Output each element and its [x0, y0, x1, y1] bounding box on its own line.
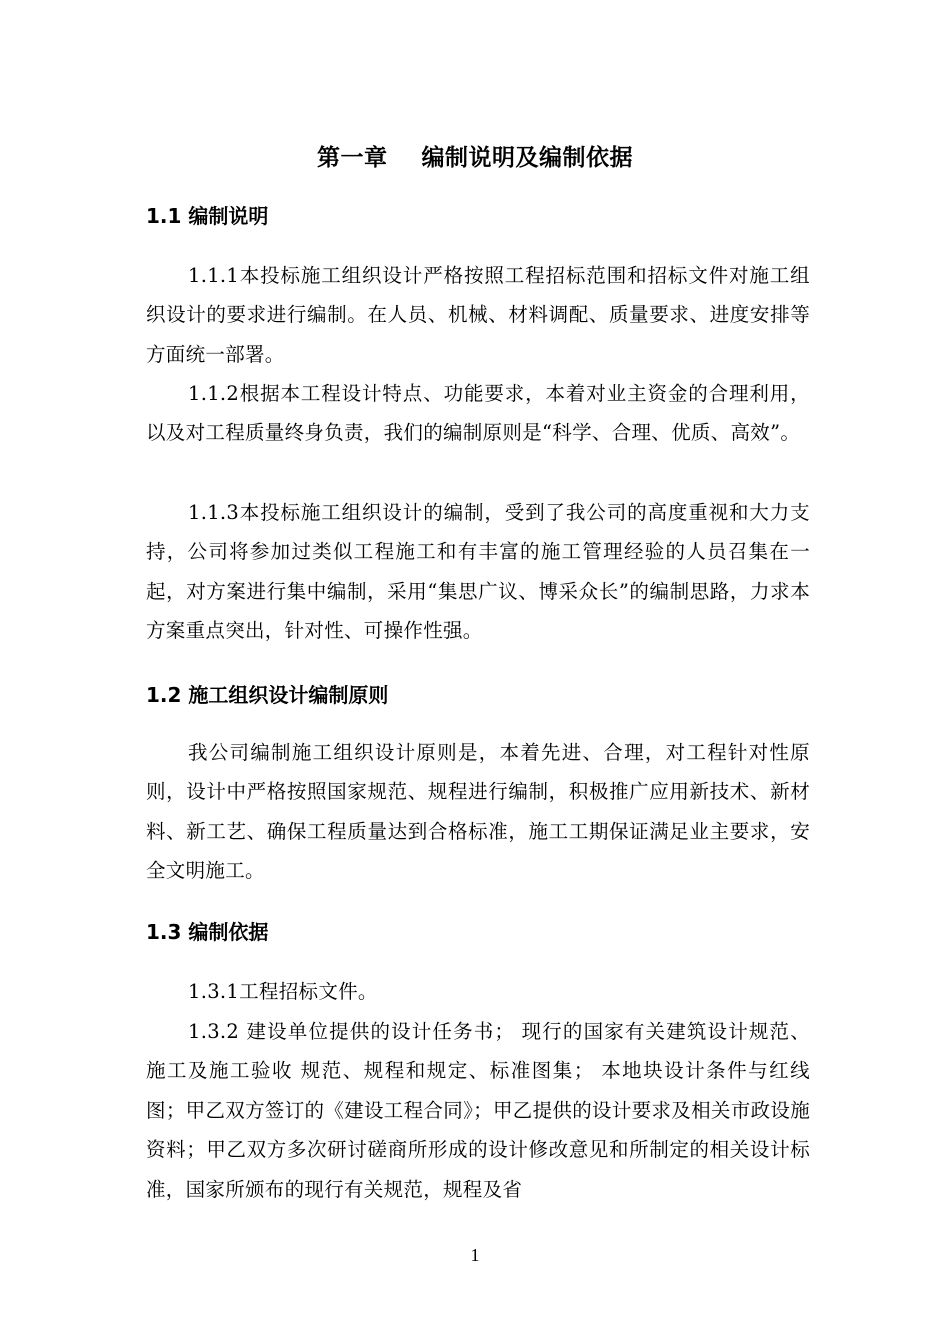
section-heading-1-3: 1.3 编制依据	[146, 920, 269, 944]
section-heading-1-2: 1.2 施工组织设计编制原则	[146, 683, 389, 707]
paragraph-1-3-1: 1.3.1工程招标文件。	[188, 980, 378, 1003]
paragraph-1-1-1: 1.1.1本投标施工组织设计严格按照工程招标范围和招标文件对施工组织设计的要求进行编制。在人员、机械、材料调配、质量要求、进度安排等方面统一部署。	[146, 264, 810, 366]
chapter-title: 第一章 编制说明及编制依据	[316, 145, 634, 171]
section-heading-1-1: 1.1 编制说明	[146, 204, 269, 228]
paragraph-1-1-3: 1.1.3本投标施工组织设计的编制，受到了我公司的高度重视和大力支持，公司将参加过类似工程施工和有丰富的施工管理经验的人员召集在一起，对方案进行集中编制，采用“集思广议、博采众长”的编制思路，力求本方案重点突出，针对性、可操作性强。	[146, 501, 810, 643]
paragraph-1-1-2: 1.1.2根据本工程设计特点、功能要求，本着对业主资金的合理利用，以及对工程质量终身负责，我们的编制原则是“科学、合理、优质、高效”。	[146, 382, 810, 445]
paragraph-1-2-1: 我公司编制施工组织设计原则是，本着先进、合理，对工程针对性原则，设计中严格按照国家规范、规程进行编制，积极推广应用新技术、新材料、新工艺、确保工程质量达到合格标准，施工工期保证满足业主要求，安全文明施工。	[146, 741, 810, 883]
paragraph-1-3-2: 1.3.2 建设单位提供的设计任务书； 现行的国家有关建筑设计规范、 施工及施工验收 规范、规程和规定、标准图集； 本地块设计条件与红线图；甲乙双方签订的《建设工程合同》；甲乙提供的设计要求及相关市政设施资料；甲乙双方多次研讨磋商所形成的设计修改意见和所制定的相关设计标准，国家所颁布的现行有关规范，规程及省	[146, 1020, 810, 1201]
page-number: 1	[470, 1245, 480, 1265]
